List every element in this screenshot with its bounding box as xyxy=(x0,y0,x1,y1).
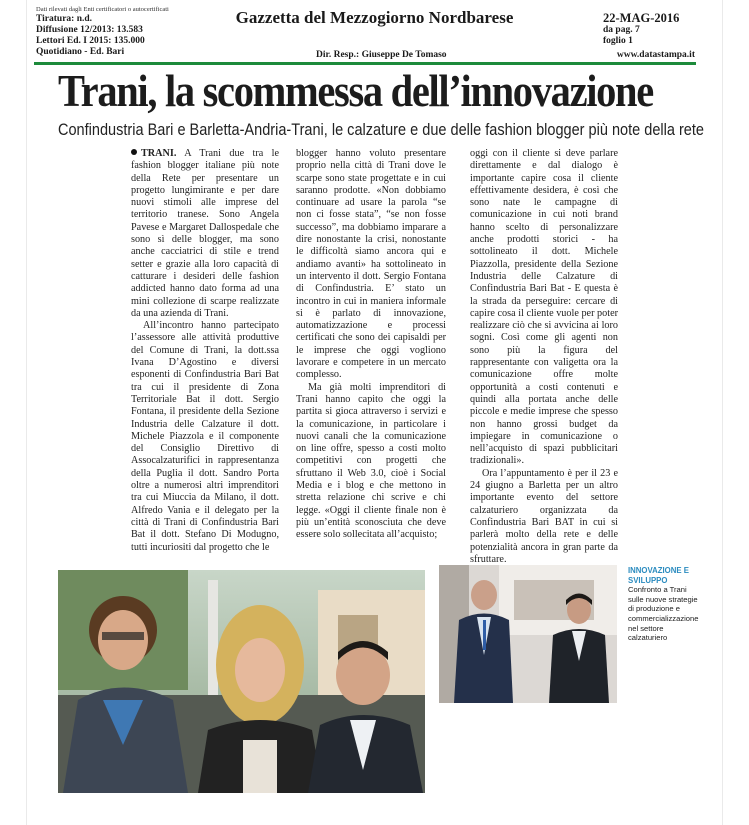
photo-blogger-group xyxy=(58,570,425,793)
diffusione: Diffusione 12/2013: 13.583 xyxy=(36,25,143,35)
lead-paragraph xyxy=(131,148,279,320)
photo-blogger-group-image xyxy=(58,570,425,793)
dateline: TRANI. xyxy=(141,148,177,159)
issue-info xyxy=(603,11,695,47)
photo-caption xyxy=(628,566,700,643)
page-reference: da pag. 7 xyxy=(603,25,640,35)
certification-note: Dati rilevati dagli Enti certificatori o autocertificati xyxy=(36,6,169,13)
article-subhead: Confindustria Bari e Barletta-Andria-Trani, le calzature e due delle fashion blogger più note della rete xyxy=(58,121,704,139)
paragraph: Ma già molti imprenditori di Trani hanno capito che oggi la partita si gioca attraverso i servizi e la comunicazione, in particolare i nuovi canali che la comunicazione on line offre, spesso a costi molto competitivi con progetti che sfruttano il Web 3.0, cioè i Social Media e i blog e che mettono in stretta relazione chi scrive e chi legge. «Oggi il cliente finale non è più un’entità sconosciuta che deve essere solo sollecitata all’acquisto; xyxy=(296,381,446,541)
caption-title: INNOVAZIONE E SVILUPPO xyxy=(628,566,689,585)
paragraph: Ora l’appuntamento è per il 23 e 24 giugno a Barletta per un altro importante evento del settore calzaturiero organizzata da Confindustria Bari BAT in cui si parlerà molto della rete e delle potenzialità ancora in gran parte da sfruttare. xyxy=(470,467,618,565)
lettori: Lettori Ed. I 2015: 135.000 xyxy=(36,36,145,46)
director: Dir. Resp.: Giuseppe De Tomaso xyxy=(316,50,447,60)
issue-date: 22-MAG-2016 xyxy=(603,11,680,25)
article-headline: Trani, la scommessa dell’innovazione xyxy=(58,65,653,116)
paragraph-text: A Trani due tra le fashion blogger italiane più note della Rete per presentare un progetto lungimirante e per dare nuovi stimoli alle imprese del territorio tranese. Sono Angela Pavese e Margaret Dallospedale che sono sì delle blogger, ma sono anche cacciatrici di stile e trend setter e grazie alla loro capacità di catturare i desideri delle fashion addicted hanno dato forma ad una mini collezione di scarpe realizzate da una azienda di Trani. xyxy=(131,148,280,319)
article-column-2 xyxy=(296,148,446,542)
article-column-3 xyxy=(470,148,618,566)
caption-text: Confronto a Trani sulle nuove strategie di produzione e commercializzazione nel settore calzaturiero xyxy=(628,585,699,643)
paragraph: oggi con il cliente si deve parlare direttamente e dal dialogo è importante capire cosa il cliente effettivamente desidera, è così che sono nate le campagne di comunicazione in cui noti brand hanno scelto di personalizzare anche prodotti storici - ha sottolineato il dott. Michele Piazzolla, presidente della Sezione Industria delle Calzature di Confindustria Bari Bat - E questa è la strada da perseguire: cercare di capire cosa il cliente vuole per poter realizzare ciò che si avvicina ai loro sogni. Così come gli agenti non sono più la figura del rappresentante con valigetta ora la comunicazione offre molte opportunità a costi contenuti e quindi alla portata anche delle piccole e medie imprese che spesso non hanno grossi budget da impiegare in comunicazione o nell’acquisto di spazi pubblicitari tradizionali». xyxy=(470,148,618,467)
bullet-icon xyxy=(131,149,137,155)
newspaper-name: Gazzetta del Mezzogiorno Nordbarese xyxy=(235,8,514,27)
tiratura: Tiratura: n.d. xyxy=(36,14,93,24)
sheet-number: foglio 1 xyxy=(603,36,633,46)
photo-conference-image xyxy=(439,565,617,703)
article-column-1 xyxy=(131,148,279,554)
paragraph: All’incontro hanno partecipato l’assessore alle attività produttive del Comune di Trani, la dott.ssa Ivana D’Agostino e diversi esponenti di Confindustria Bari Bat tra cui il presidente di Zona Territoriale Bat il dott. Sergio Fontana, il presidente della Sezione Industria delle Calzature il dott. Michele Piazzola e il componente del Consiglio Direttivo di Assocalzaturifici in rappresentanza della Puglia il dott. Sandro Porta oltre a numerosi altri imprenditori tra cui Miuccia da Milano, il dott. Alfredo Vania e il delegato per la città di Trani di Confindustria Bari Bat il dott. Stefano Di Modugno, tutti incuriositi dal progetto che le xyxy=(131,320,279,553)
website-link[interactable]: www.datastampa.it xyxy=(616,50,695,60)
paragraph: blogger hanno voluto presentare proprio nella città di Trani dove le scarpe sono state progettate e in cui saranno prodotte. «Non dobbiamo continuare ad usare la parola “se non ci fosse stata”, “se non fosse successo”, ma dobbiamo imparare a dire nonostante la crisi, nonostante le difficoltà siamo ancora qui e andiamo avanti» ha sottolineato in un intervento il dott. Sergio Fontana di Confindustria. E’ stato un incontro in cui in maniera informale si è parlato di innovazione, automatizzazione e processi certificati che sono dei capisaldi per le imprese che oggi vogliono lavorare e competere in un mercato complesso. xyxy=(296,148,446,381)
edition: Quotidiano - Ed. Bari xyxy=(36,47,125,57)
photo-conference xyxy=(439,565,617,703)
